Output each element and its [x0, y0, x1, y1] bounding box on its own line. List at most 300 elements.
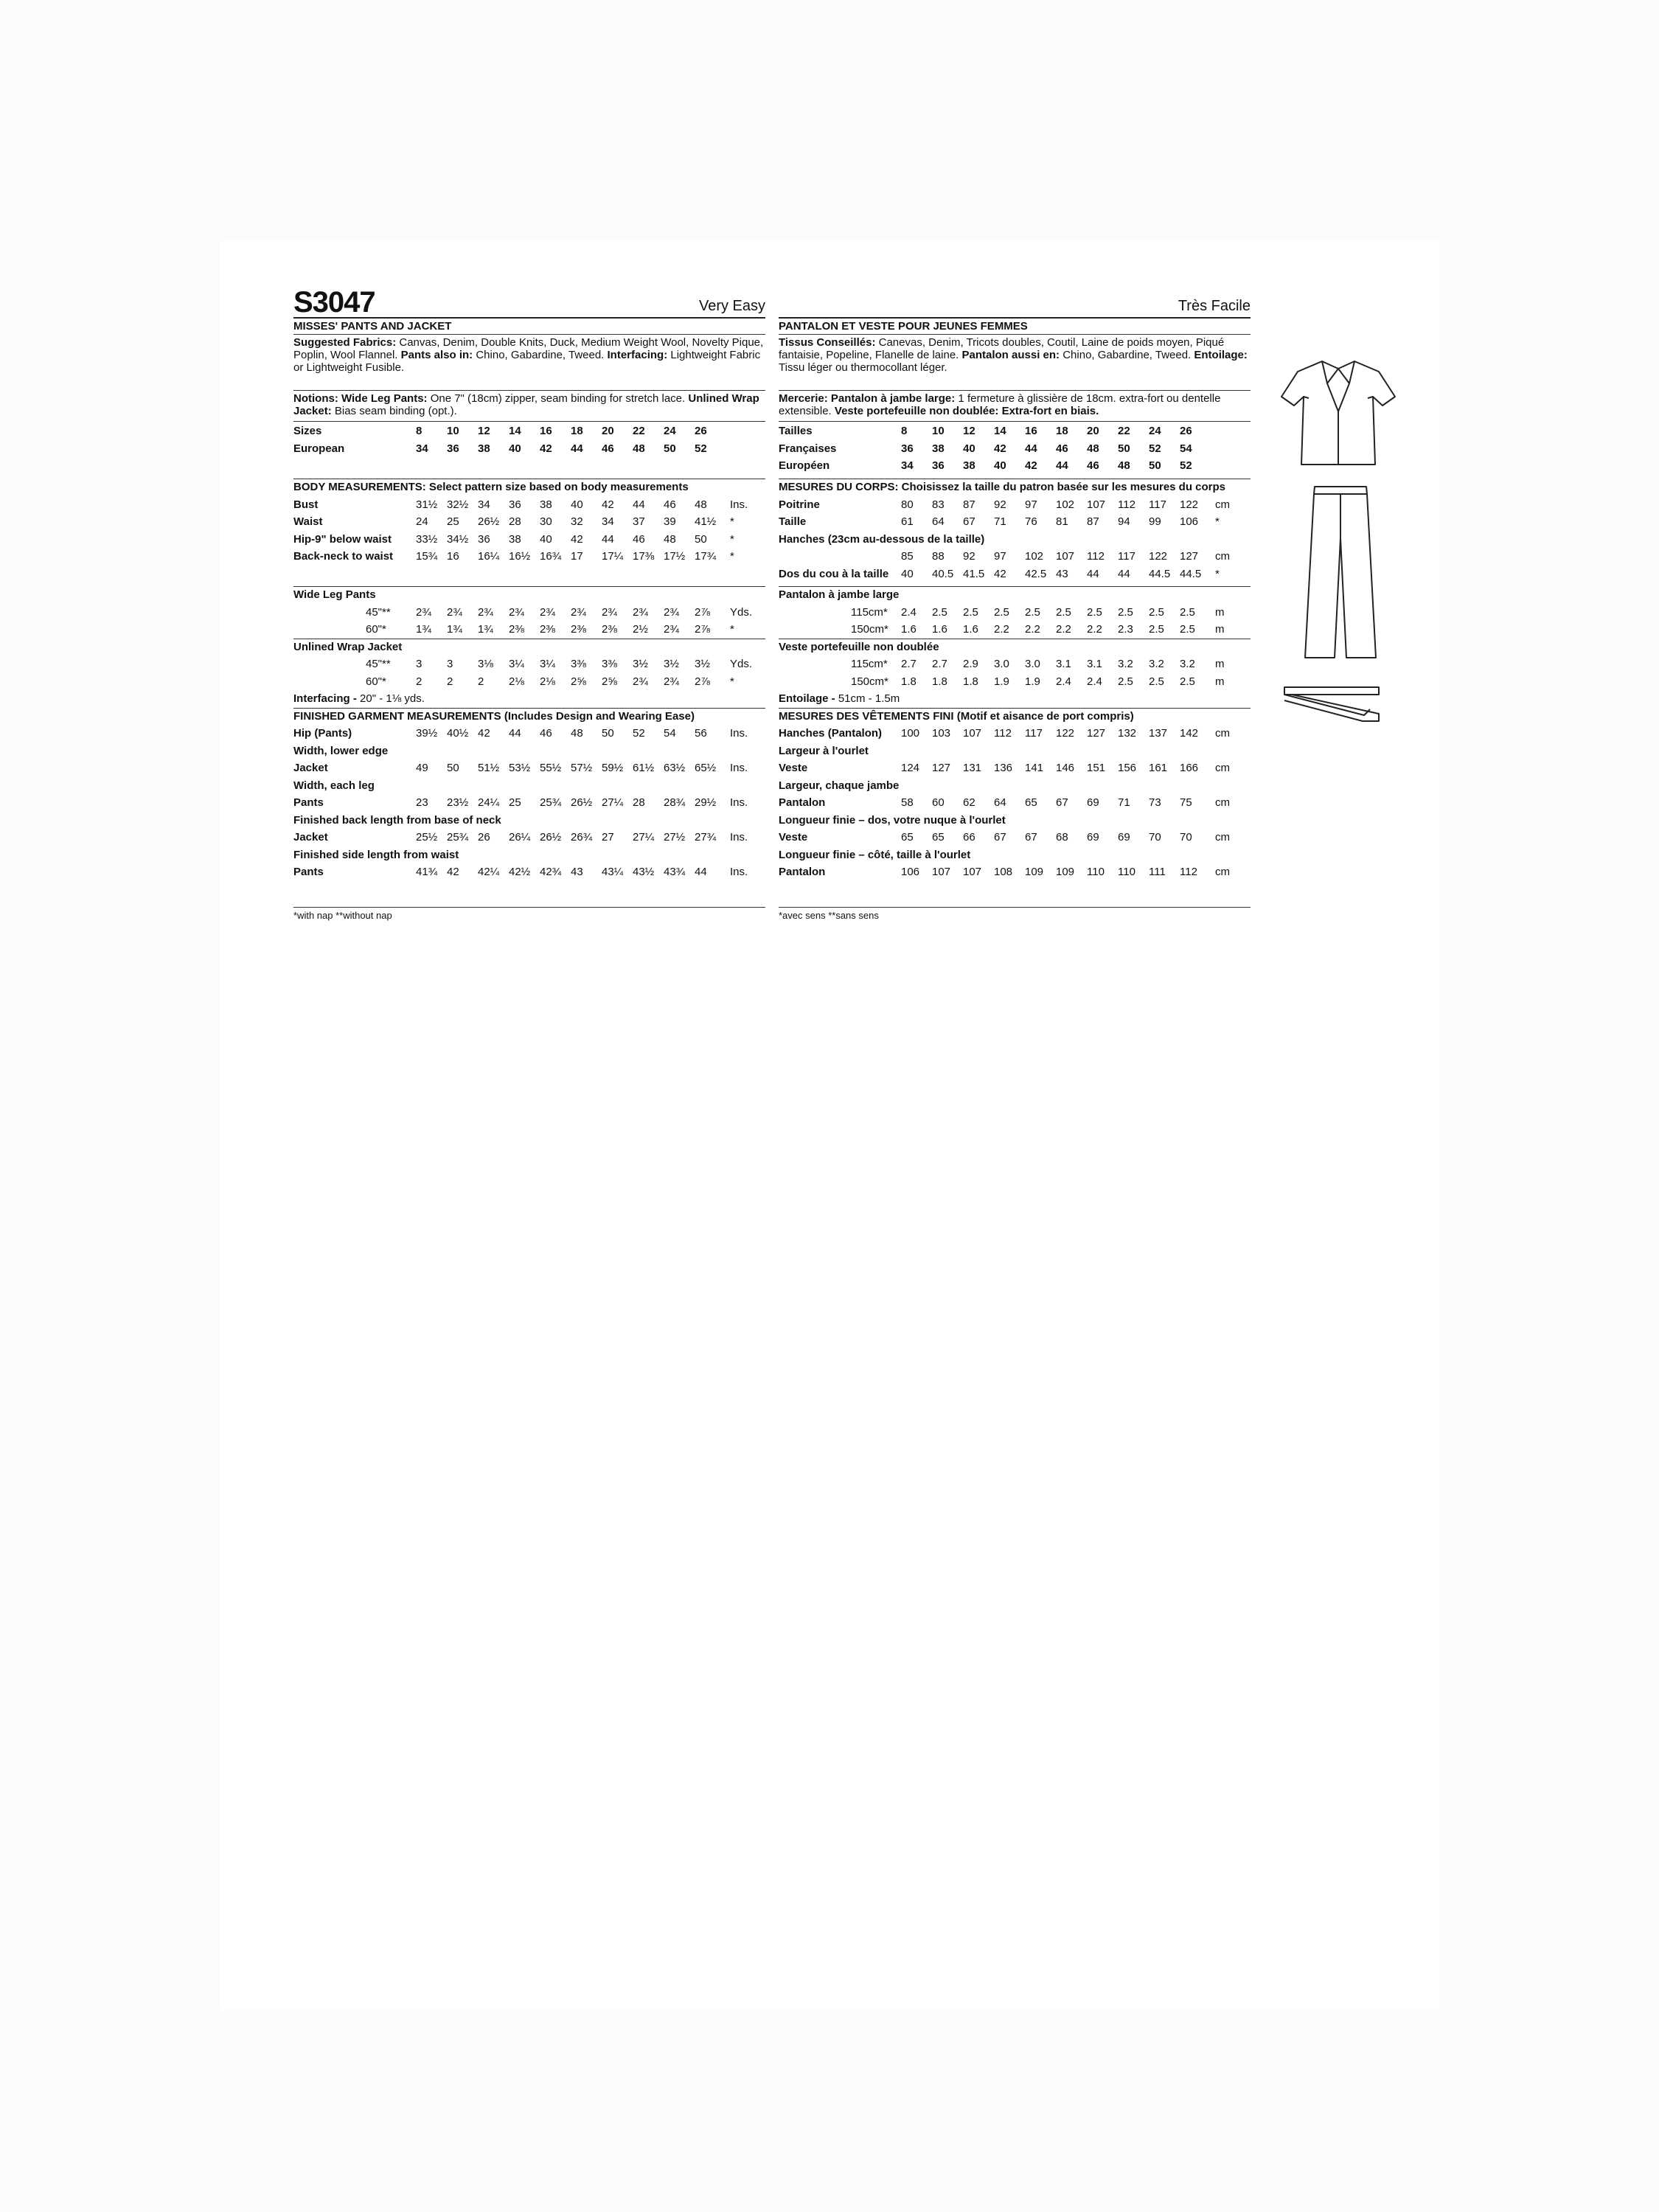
table-cell: 28 [633, 796, 645, 809]
table-cell: 131 [963, 762, 982, 774]
table-cell: 16 [447, 550, 459, 563]
table-cell: 3 [416, 658, 422, 670]
table-cell: 100 [901, 727, 920, 740]
table-cell: 61 [901, 515, 914, 528]
table-cell: 3⅛ [478, 658, 493, 670]
table-cell: 17¼ [602, 550, 624, 563]
table-cell: 92 [963, 550, 975, 563]
table-cell: 3.0 [994, 658, 1009, 670]
size-value: 18 [1056, 425, 1068, 437]
row-label: Taille [779, 515, 807, 528]
table-cell: 1.9 [994, 675, 1009, 688]
size-value: 12 [478, 425, 490, 437]
table-cell: 43 [571, 866, 583, 878]
size-value: 42 [994, 442, 1006, 455]
jacket-yardage-heading: Unlined Wrap Jacket [293, 640, 403, 653]
row-label: Veste [779, 762, 808, 774]
table-cell: 1.6 [932, 623, 947, 636]
table-cell: 2¾ [664, 605, 679, 619]
sizes-label: Tailles [779, 425, 813, 437]
table-cell: 40 [901, 567, 914, 580]
size-value: 10 [932, 425, 945, 437]
table-cell: 141 [1025, 762, 1044, 774]
jacket-yardage-heading: Veste portefeuille non doublée [779, 640, 939, 653]
size-value: 26 [1180, 425, 1192, 437]
row-label: Bust [293, 498, 319, 511]
table-cell: 112 [1087, 550, 1105, 563]
size-value: 52 [1180, 459, 1192, 472]
unit-label: Ins. [730, 498, 748, 511]
table-cell: 69 [1087, 796, 1099, 809]
rule [779, 421, 1251, 422]
table-cell: 108 [994, 866, 1013, 878]
table-cell: 124 [901, 762, 920, 774]
row-label: 115cm* [851, 658, 888, 670]
row-label: Pantalon [779, 866, 826, 878]
table-cell: 2.9 [963, 658, 978, 670]
table-cell: 42¾ [540, 866, 562, 878]
size-value: 54 [1180, 442, 1192, 455]
table-cell: 1¾ [447, 623, 462, 636]
table-cell: 117 [1118, 550, 1135, 563]
table-cell: 50 [695, 532, 707, 546]
table-cell: 34 [602, 515, 614, 528]
table-cell: 44 [602, 532, 614, 546]
table-cell: 33½ [416, 532, 438, 546]
table-cell: 23 [416, 796, 428, 809]
envelope-back-sheet [220, 240, 1439, 2010]
table-cell: 2.3 [1118, 623, 1133, 636]
table-cell: 42½ [509, 866, 531, 878]
table-cell: 41.5 [963, 567, 985, 580]
size-value: 38 [963, 459, 975, 472]
table-cell: 70 [1180, 831, 1192, 844]
table-cell: 1.6 [901, 623, 917, 636]
table-cell: 2¾ [416, 605, 431, 619]
table-cell: 106 [901, 866, 920, 878]
table-cell: 26¾ [571, 831, 593, 844]
rule [293, 708, 765, 709]
table-cell: 25 [447, 515, 459, 528]
table-cell: 3½ [633, 658, 648, 670]
row-label: Jacket [293, 831, 328, 844]
size-value: 52 [1149, 442, 1161, 455]
table-cell: 58 [901, 796, 914, 809]
size-value: 48 [633, 442, 645, 455]
size-value: 48 [1087, 442, 1099, 455]
table-cell: 87 [963, 498, 975, 511]
size-value: 14 [509, 425, 521, 437]
size-value: 42 [1025, 459, 1037, 472]
table-cell: 2¾ [540, 605, 555, 619]
table-cell: 156 [1118, 762, 1137, 774]
french-size-label: Françaises [779, 442, 837, 455]
subheading: Longueur finie – côté, taille à l'ourlet [779, 848, 971, 861]
table-cell: 50 [602, 727, 614, 740]
table-cell: 2.5 [932, 605, 947, 619]
table-cell: 88 [932, 550, 945, 563]
row-label: 60"* [366, 623, 386, 636]
table-cell: 107 [963, 727, 982, 740]
table-cell: 52 [633, 727, 645, 740]
size-value: 34 [416, 442, 428, 455]
table-cell: 3⅜ [571, 658, 586, 670]
table-cell: 107 [1056, 550, 1075, 563]
table-cell: 34 [478, 498, 490, 511]
size-value: 44 [1025, 442, 1037, 455]
table-cell: 48 [695, 498, 707, 511]
belt-drawing [1284, 687, 1379, 721]
table-cell: 2.5 [963, 605, 978, 619]
subheading: Hanches (23cm au-dessous de la taille) [779, 532, 985, 546]
table-cell: 2.2 [1025, 623, 1040, 636]
size-value: 44 [1056, 459, 1068, 472]
rule [293, 421, 765, 422]
table-cell: 68 [1056, 831, 1068, 844]
table-cell: 56 [695, 727, 707, 740]
table-cell: 122 [1149, 550, 1168, 563]
table-cell: 48 [664, 532, 676, 546]
table-cell: 48 [571, 727, 583, 740]
table-cell: 2⅜ [509, 623, 524, 636]
table-cell: 37 [633, 515, 645, 528]
table-cell: 64 [994, 796, 1006, 809]
table-cell: 112 [994, 727, 1012, 740]
unit-label: Ins. [730, 866, 748, 878]
table-cell: 75 [1180, 796, 1192, 809]
finished-measurements-heading: MESURES DES VÊTEMENTS FINI (Motif et aisance de port compris) [779, 709, 1134, 723]
table-cell: 46 [633, 532, 645, 546]
table-cell: 102 [1025, 550, 1044, 563]
table-cell: 71 [1118, 796, 1130, 809]
table-cell: 1.8 [901, 675, 917, 688]
table-cell: 151 [1087, 762, 1106, 774]
table-cell: 97 [1025, 498, 1037, 511]
table-cell: 2.5 [1149, 623, 1164, 636]
size-value: 26 [695, 425, 707, 437]
size-value: 16 [540, 425, 552, 437]
size-value: 22 [1118, 425, 1130, 437]
unit-label: Ins. [730, 831, 748, 844]
table-cell: 136 [994, 762, 1013, 774]
row-label: Hip (Pants) [293, 727, 352, 740]
table-cell: 66 [963, 831, 975, 844]
table-cell: 64 [932, 515, 945, 528]
fabrics-paragraph: Suggested Fabrics: Canvas, Denim, Double Knits, Duck, Medium Weight Wool, Novelty Pique, Poplin, Wool Flannel. Pants also in: Chino, Gabardine, Tweed. Interfacing: Lightweight Fabric or Lightweight Fusible. [293, 336, 764, 374]
size-value: 40 [994, 459, 1006, 472]
unit-label: m [1215, 675, 1225, 688]
table-cell: 44 [1118, 567, 1130, 580]
table-cell: 69 [1087, 831, 1099, 844]
table-cell: 2⅜ [602, 623, 617, 636]
table-cell: 2¾ [602, 605, 617, 619]
unit-label: * [1215, 515, 1220, 528]
unit-label: Ins. [730, 762, 748, 774]
table-cell: 103 [932, 727, 951, 740]
table-cell: 41½ [695, 515, 717, 528]
european-label: European [293, 442, 345, 455]
unit-label: Ins. [730, 796, 748, 809]
unit-label: cm [1215, 727, 1230, 740]
nap-footnote: *with nap **without nap [293, 910, 392, 921]
table-cell: 2¾ [633, 675, 648, 688]
table-cell: 3¼ [540, 658, 555, 670]
table-cell: 69 [1118, 831, 1130, 844]
table-cell: 2¾ [509, 605, 524, 619]
size-value: 16 [1025, 425, 1037, 437]
pattern-title: PANTALON ET VESTE POUR JEUNES FEMMES [779, 320, 1028, 333]
table-cell: 29½ [695, 796, 717, 809]
table-cell: 25¾ [447, 831, 469, 844]
row-label: Waist [293, 515, 323, 528]
row-label: Poitrine [779, 498, 820, 511]
size-value: 8 [416, 425, 422, 437]
table-cell: 122 [1180, 498, 1199, 511]
size-value: 40 [963, 442, 975, 455]
size-value: 18 [571, 425, 583, 437]
table-cell: 87 [1087, 515, 1099, 528]
table-cell: 2¾ [664, 623, 679, 636]
unit-label: Ins. [730, 727, 748, 740]
table-cell: 59½ [602, 762, 624, 774]
table-cell: 57½ [571, 762, 593, 774]
table-cell: 2.2 [994, 623, 1009, 636]
table-cell: 2⅞ [695, 605, 710, 619]
table-cell: 112 [1118, 498, 1135, 511]
table-cell: 42.5 [1025, 567, 1047, 580]
table-cell: 73 [1149, 796, 1161, 809]
size-value: 38 [932, 442, 945, 455]
table-cell: 2⅝ [571, 675, 586, 688]
header-rule [293, 317, 765, 319]
table-cell: 2.5 [1149, 675, 1164, 688]
header-rule [779, 317, 1251, 319]
sizes-label: Sizes [293, 425, 322, 437]
table-cell: 1.8 [963, 675, 978, 688]
subheading: Width, each leg [293, 779, 375, 792]
table-cell: 32½ [447, 498, 469, 511]
table-cell: 42 [447, 866, 459, 878]
finished-measurements-heading: FINISHED GARMENT MEASUREMENTS (Includes Design and Wearing Ease) [293, 709, 695, 723]
table-cell: 85 [901, 550, 914, 563]
unit-label: cm [1215, 866, 1230, 878]
row-label: Jacket [293, 762, 328, 774]
unit-label: * [730, 550, 734, 563]
table-cell: 27¼ [602, 796, 624, 809]
size-value: 20 [602, 425, 614, 437]
table-cell: 2.2 [1056, 623, 1071, 636]
table-cell: 132 [1118, 727, 1137, 740]
table-cell: 112 [1180, 866, 1197, 878]
size-value: 42 [540, 442, 552, 455]
row-label: Back-neck to waist [293, 550, 394, 563]
rule [293, 334, 765, 335]
body-measurements-heading: MESURES DU CORPS: Choisissez la taille du patron basée sur les mesures du corps [779, 481, 1226, 493]
table-cell: 3½ [664, 658, 679, 670]
table-cell: 81 [1056, 515, 1068, 528]
table-cell: 38 [540, 498, 552, 511]
size-value: 36 [932, 459, 945, 472]
size-value: 8 [901, 425, 908, 437]
table-cell: 27¼ [633, 831, 655, 844]
row-label: Pants [293, 866, 324, 878]
unit-label: * [730, 675, 734, 688]
table-cell: 3.1 [1087, 658, 1102, 670]
body-measurements-heading: BODY MEASUREMENTS: Select pattern size based on body measurements [293, 481, 689, 493]
table-cell: 146 [1056, 762, 1075, 774]
table-cell: 76 [1025, 515, 1037, 528]
subheading: Finished side length from waist [293, 848, 459, 861]
table-cell: 46 [664, 498, 676, 511]
size-value: 50 [1118, 442, 1130, 455]
table-cell: 1¾ [478, 623, 493, 636]
size-value: 34 [901, 459, 914, 472]
table-cell: 44.5 [1180, 567, 1202, 580]
table-cell: 3 [447, 658, 453, 670]
unit-label: cm [1215, 498, 1230, 511]
table-cell: 2¾ [447, 605, 462, 619]
size-value: 24 [1149, 425, 1161, 437]
table-cell: 2.4 [901, 605, 917, 619]
table-cell: 16½ [509, 550, 531, 563]
table-cell: 26 [478, 831, 490, 844]
table-cell: 42 [994, 567, 1006, 580]
unit-label: m [1215, 623, 1225, 636]
size-value: 36 [901, 442, 914, 455]
table-cell: 43¾ [664, 866, 686, 878]
table-cell: 44.5 [1149, 567, 1171, 580]
table-cell: 39 [664, 515, 676, 528]
size-value: 46 [602, 442, 614, 455]
european-label: Européen [779, 459, 830, 472]
table-cell: 53½ [509, 762, 531, 774]
nap-footnote: *avec sens **sans sens [779, 910, 879, 921]
table-cell: 26½ [540, 831, 562, 844]
table-cell: 67 [994, 831, 1006, 844]
table-cell: 15¾ [416, 550, 438, 563]
table-cell: 67 [1025, 831, 1037, 844]
table-cell: 40.5 [932, 567, 954, 580]
table-cell: 109 [1056, 866, 1075, 878]
table-cell: 67 [1056, 796, 1068, 809]
fabrics-paragraph: Tissus Conseillés: Canevas, Denim, Tricots doubles, Coutil, Laine de poids moyen, Piqué fantaisie, Popeline, Flanelle de laine. Pantalon aussi en: Chino, Gabardine, Tweed. Entoilage: Tissu léger ou thermocollant léger. [779, 336, 1248, 374]
difficulty-label: Très Facile [1178, 298, 1251, 314]
unit-label: * [730, 515, 734, 528]
table-cell: 2 [447, 675, 453, 688]
table-cell: 24 [416, 515, 428, 528]
table-cell: 1.6 [963, 623, 978, 636]
table-cell: 36 [509, 498, 521, 511]
table-cell: 3.2 [1149, 658, 1164, 670]
table-cell: 110 [1118, 866, 1135, 878]
row-label: 45"** [366, 605, 391, 619]
table-cell: 2.5 [1180, 623, 1195, 636]
row-label: Pants [293, 796, 324, 809]
table-cell: 2¾ [664, 675, 679, 688]
unit-label: Yds. [730, 605, 753, 619]
table-cell: 99 [1149, 515, 1161, 528]
table-cell: 2⅞ [695, 675, 710, 688]
table-cell: 16¼ [478, 550, 500, 563]
table-cell: 3½ [695, 658, 710, 670]
table-cell: 83 [932, 498, 945, 511]
table-cell: 67 [963, 515, 975, 528]
table-cell: 25¾ [540, 796, 562, 809]
table-cell: 63½ [664, 762, 686, 774]
table-cell: 166 [1180, 762, 1199, 774]
rule [293, 586, 765, 587]
table-cell: 46 [540, 727, 552, 740]
subheading: Largeur à l'ourlet [779, 744, 869, 757]
table-cell: 2.2 [1087, 623, 1102, 636]
table-cell: 30 [540, 515, 552, 528]
unit-label: cm [1215, 550, 1230, 563]
table-cell: 2⅜ [540, 623, 555, 636]
table-cell: 26¼ [509, 831, 531, 844]
subheading: Longueur finie – dos, votre nuque à l'ourlet [779, 813, 1006, 827]
table-cell: 31½ [416, 498, 438, 511]
table-cell: 43 [1056, 567, 1068, 580]
row-label: Pantalon [779, 796, 826, 809]
table-cell: 44 [509, 727, 521, 740]
table-cell: 2.5 [994, 605, 1009, 619]
table-cell: 3⅜ [602, 658, 617, 670]
table-cell: 27½ [664, 831, 686, 844]
unit-label: cm [1215, 831, 1230, 844]
table-cell: 49 [416, 762, 428, 774]
table-cell: 2.4 [1087, 675, 1102, 688]
table-cell: 1¾ [416, 623, 431, 636]
table-cell: 2 [478, 675, 484, 688]
table-cell: 51½ [478, 762, 500, 774]
table-cell: 26½ [571, 796, 593, 809]
rule [293, 390, 765, 391]
notions-paragraph: Notions: Wide Leg Pants: One 7" (18cm) zipper, seam binding for stretch lace. Unlined Wrap Jacket: Bias seam binding (opt.). [293, 392, 759, 417]
table-cell: 23½ [447, 796, 469, 809]
table-cell: 2.5 [1087, 605, 1102, 619]
table-cell: 32 [571, 515, 583, 528]
table-cell: 142 [1180, 727, 1199, 740]
unit-label: * [730, 623, 734, 636]
unit-label: m [1215, 658, 1225, 670]
table-cell: 1.8 [932, 675, 947, 688]
unit-label: Yds. [730, 658, 753, 670]
table-cell: 111 [1149, 866, 1166, 878]
pants-drawing [1305, 487, 1376, 658]
table-cell: 42 [571, 532, 583, 546]
table-cell: 117 [1149, 498, 1166, 511]
table-cell: 42 [602, 498, 614, 511]
size-value: 52 [695, 442, 707, 455]
subheading: Finished back length from base of neck [293, 813, 501, 827]
table-cell: 43¼ [602, 866, 624, 878]
table-cell: 1.9 [1025, 675, 1040, 688]
rule [779, 390, 1251, 391]
table-cell: 36 [478, 532, 490, 546]
table-cell: 161 [1149, 762, 1168, 774]
footer-rule [293, 907, 765, 908]
size-value: 22 [633, 425, 645, 437]
table-cell: 40 [540, 532, 552, 546]
table-cell: 2.5 [1180, 675, 1195, 688]
unit-label: cm [1215, 796, 1230, 809]
size-value: 50 [1149, 459, 1161, 472]
size-value: 14 [994, 425, 1006, 437]
unit-label: cm [1215, 762, 1230, 774]
table-cell: 127 [1087, 727, 1106, 740]
table-cell: 2¾ [571, 605, 586, 619]
table-cell: 122 [1056, 727, 1075, 740]
